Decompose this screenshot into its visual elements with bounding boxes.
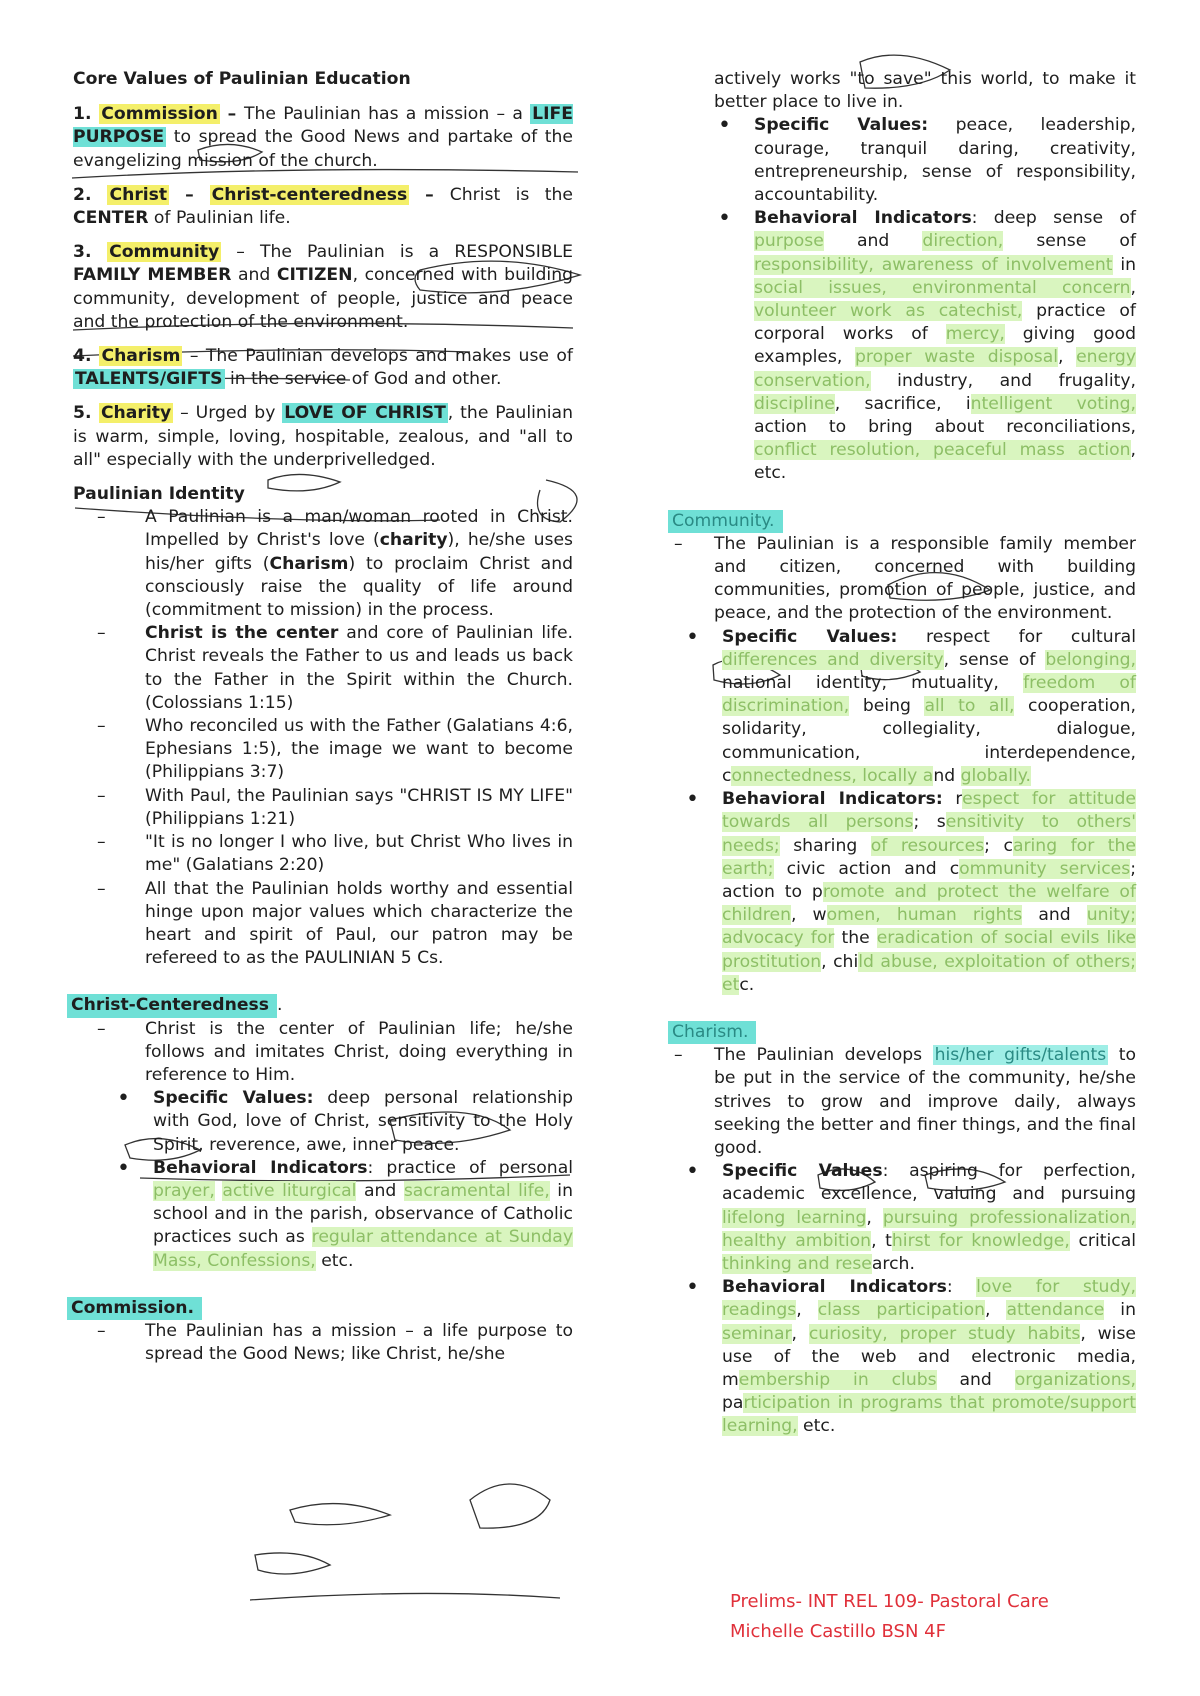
identity-2-text: and core of Paulinian life. Christ reveals the Father to us and leads us back to the Father in the Spirit within the Church. (Colossians 1:15) [145, 623, 573, 713]
highlight: embership in clubs [738, 1369, 937, 1390]
bi-label: Behavioral Indicators [722, 1277, 947, 1298]
highlight: love for study, readings [722, 1277, 1136, 1321]
text: respect for cultural [897, 626, 1136, 647]
text: , wise use of the web and electronic media, m [722, 1323, 1136, 1390]
highlight: purpose [754, 231, 824, 252]
cv2-highlight: Christ-centeredness [211, 184, 408, 205]
charism-list [674, 1044, 1136, 1160]
list-item: – The Paulinian has a mission – a life purpose to spread the Good News; like Christ, he/she [73, 1320, 573, 1366]
highlight: curiosity, proper study habits [808, 1323, 1081, 1344]
highlight: differences and diversity [722, 649, 944, 670]
text: etc. [797, 1416, 836, 1437]
text: practice of corporal works of [754, 301, 1136, 345]
highlight: hirst for knowledge, [891, 1230, 1070, 1251]
highlight: conflict resolution, peaceful mass action [754, 440, 1131, 461]
text: civic action and c [773, 858, 960, 879]
highlight: proper waste disposal [855, 347, 1059, 368]
cv2-dash: – [169, 184, 210, 205]
highlight: prayer, [153, 1180, 215, 1201]
text: ; c [984, 835, 1013, 856]
text: , [1130, 277, 1136, 298]
highlight: omen, human rights [826, 905, 1023, 926]
highlight: active liturgical [222, 1180, 357, 1201]
core-value-charism [73, 345, 573, 391]
cv3-bold1: FAMILY MEMBER [73, 265, 232, 286]
text: , t [871, 1230, 892, 1251]
text: nd [933, 765, 961, 786]
text: : [946, 1277, 977, 1298]
text: sense of [1003, 231, 1136, 252]
cv5-highlight: LOVE OF CHRIST [284, 403, 446, 424]
highlight: onnectedness, locally a [731, 765, 934, 786]
bi-label: Behavioral Indicators: [722, 789, 943, 810]
highlight: direction, [922, 231, 1004, 252]
cv5-text2: , the Paulinian is warm, simple, loving, hospitable, zealous, and "all to all" especially with the underprivelledged. [73, 403, 573, 470]
bi-label: Behavioral Indicators [754, 208, 972, 229]
text: sharing [779, 835, 871, 856]
document-title: Core Values of Paulinian Education [73, 69, 411, 89]
charism-bullets [682, 1160, 1136, 1438]
cv1-number: 1. [73, 104, 100, 125]
list-item: – With Paul, the Paulinian says "CHRIST IS MY LIFE" (Philippians 1:21) [73, 785, 573, 831]
cv3-text2: and [231, 265, 277, 286]
behavioral-indicators [714, 207, 1136, 485]
text: action to bring about reconciliations, [754, 417, 1136, 438]
sv-label: Specific Values: [153, 1088, 314, 1109]
cv1-dash: – [219, 104, 244, 125]
core-value-charity [73, 402, 573, 472]
highlight: volunteer work as catechist, [754, 301, 1023, 322]
highlight: discipline [754, 393, 835, 414]
text: and [1022, 905, 1087, 926]
footer-course: Prelims- INT REL 109- Pastoral Care [730, 1591, 1049, 1612]
charism-tag: Charism. [668, 1021, 756, 1044]
commission-list [73, 1320, 573, 1366]
text: and [823, 231, 923, 252]
highlight: seminar [722, 1323, 792, 1344]
text: in [1104, 1300, 1136, 1321]
text: etc. [315, 1250, 354, 1271]
highlight: energy conservation, [754, 347, 1136, 391]
left-column [73, 68, 573, 1366]
cv5-number: 5. [73, 403, 99, 424]
text: : deep sense of [971, 208, 1136, 229]
list-item [674, 1044, 1136, 1160]
highlight: all to all, [924, 696, 1015, 717]
list-item: – All that the Paulinian holds worthy and essential hinge upon major values which characterize the heart and spirit of Paul, our patron may be refereed to as the PAULINIAN 5 Cs. [73, 878, 573, 971]
cv4-number: 4. [73, 346, 100, 367]
text: , [985, 1300, 1007, 1321]
text: , [866, 1207, 883, 1228]
identity-list [73, 506, 573, 970]
christ-centeredness-list [73, 1018, 573, 1088]
identity-heading: Paulinian Identity [73, 484, 245, 505]
community-heading [674, 510, 1136, 533]
highlight: belonging, [1045, 649, 1137, 670]
highlight: unity; [1086, 905, 1136, 926]
core-value-commission [73, 103, 573, 173]
text: pa [722, 1393, 744, 1414]
footer-author: Michelle Castillo BSN 4F [730, 1621, 946, 1642]
highlight: aring for the earth; [722, 835, 1136, 879]
identity-1c: ), he/she uses his/her gifts ( [145, 530, 574, 574]
cv3-term: Community [109, 242, 220, 263]
text: , w [790, 905, 827, 926]
highlight: globally. [960, 765, 1031, 786]
highlight: ntelligent voting, [970, 393, 1136, 414]
sv-label: Specific Values: [722, 626, 898, 647]
cv1-term: Commission [101, 104, 218, 125]
text: c. [739, 974, 755, 995]
cv2-term: Christ [109, 184, 168, 205]
highlight: his/her gifts/talents [934, 1045, 1107, 1066]
identity-1-charity: charity [379, 530, 448, 551]
highlight: pursuing professionalization, healthy ambition [722, 1207, 1136, 1251]
footer [730, 1587, 1049, 1647]
highlight: social issues, environmental concern [754, 277, 1131, 298]
text: ; action to p [722, 858, 1136, 902]
cv1-text2: to spread the Good News and partake of the evangelizing mission of the church. [73, 127, 573, 171]
text: ; s [913, 812, 946, 833]
cv4-text2: in the service of God and other. [224, 369, 502, 390]
specific-values [682, 626, 1136, 788]
text: , sense of [943, 649, 1046, 670]
highlight: mercy, [945, 324, 1005, 345]
behavioral-indicators [682, 788, 1136, 997]
sv-label: Specific Values [722, 1161, 883, 1182]
highlight: advocacy for [722, 928, 835, 949]
cv1-text1: The Paulinian has a mission – a [243, 104, 531, 125]
highlight: ensitivity to others' needs; [722, 812, 1136, 856]
commission-continued: actively works "to save" this world, to make it better place to live in. [714, 69, 1136, 113]
cv2-text2: of Paulinian life. [148, 208, 291, 229]
text: , [791, 1323, 809, 1344]
highlight: attendance [1006, 1300, 1105, 1321]
christ-centeredness-details [73, 1087, 573, 1273]
highlight: rticipation in programs that promote/support learning, [722, 1393, 1136, 1437]
cv2-number: 2. [73, 184, 108, 205]
text: national identity, mutuality, [722, 673, 1024, 694]
specific-values [714, 114, 1136, 207]
highlight: class participation [817, 1300, 985, 1321]
highlight: sacramental life, [403, 1180, 550, 1201]
text: r [942, 789, 963, 810]
text: , [796, 1300, 818, 1321]
sv-label: Specific Values: [754, 115, 929, 136]
text: The Paulinian develops [714, 1045, 933, 1066]
highlight: responsibility, awareness of involvement [754, 254, 1113, 275]
identity-1e: ) to proclaim Christ and consciously raise the quality of life around (commitment to mission) in the process. [145, 553, 573, 621]
text: : aspiring for perfection, academic excellence, valuing and pursuing [722, 1161, 1136, 1205]
list-item: – Who reconciled us with the Father (Galatians 4:6, Ephesians 1:5), the image we want to become (Philippians 3:7) [73, 715, 573, 785]
sv-text: deep personal relationship with God, love of Christ, sensitivity to the Holy Spirit, reverence, awe, inner peace. [153, 1088, 573, 1155]
list-item: – The Paulinian is a responsible family member and citizen, concerned with building communities, promotion of people, justice, and peace, and the protection of the environment. [674, 533, 1136, 626]
text: being [849, 696, 925, 717]
cv2-bold: CENTER [73, 208, 149, 229]
highlight: ommunity services [959, 858, 1131, 879]
list-item: – Christ is the center of Paulinian life; he/she follows and imitates Christ, doing everything in reference to Him. [73, 1018, 573, 1088]
core-value-community [73, 241, 573, 334]
list-item [73, 506, 573, 622]
sv-text: peace, leadership, courage, tranquil daring, creativity, entrepreneurship, sense of responsibility, accountability. [754, 115, 1136, 206]
cv3-text1: – The Paulinian is a RESPONSIBLE [221, 242, 573, 263]
cv4-highlight: TALENTS/GIFTS [75, 369, 223, 390]
christ-centeredness-heading [73, 994, 573, 1017]
cv5-term: Charity [100, 403, 172, 424]
identity-1-charism: Charism [269, 553, 349, 574]
cv3-text3: , concerned with building community, development of people, justice and peace and the protection of the environment. [73, 265, 574, 332]
commission-bullets [714, 114, 1136, 485]
text: giving good examples, [754, 324, 1136, 368]
text: the [834, 928, 877, 949]
cv4-text1: – The Paulinian develops and makes use of [182, 346, 573, 367]
highlight: organizations, [1014, 1369, 1137, 1390]
list-item [73, 622, 573, 715]
cv4-term: Charism [101, 346, 181, 367]
community-list [674, 533, 1136, 626]
tag-dot: . [276, 995, 283, 1016]
specific-values [682, 1160, 1136, 1276]
text: cooperation, solidarity, collegiality, dialogue, communication, interdependence, c [722, 696, 1136, 786]
highlight: lifelong learning [722, 1207, 867, 1228]
text: , etc. [754, 440, 1136, 484]
highlight: regular attendance at Sunday Mass, Confessions, [153, 1227, 573, 1271]
cv3-number: 3. [73, 242, 108, 263]
highlight: espect for attitude towards all persons [722, 789, 1136, 833]
highlight: romote and protect the welfare of children [722, 881, 1137, 926]
highlight: freedom of discrimination, [722, 673, 1136, 717]
cv5-text1: – Urged by [173, 403, 283, 424]
behavioral-indicators [113, 1157, 573, 1273]
right-column [672, 68, 1137, 1439]
text: critical [1069, 1230, 1137, 1251]
cv2-dash2: – [409, 184, 450, 205]
text: : practice of personal [367, 1157, 574, 1178]
list-item: – "It is no longer I who live, but Christ Who lives in me" (Galatians 2:20) [73, 831, 573, 877]
highlight: of resources [870, 835, 985, 856]
commission-tag: Commission. [67, 1297, 202, 1320]
cv3-bold2: CITIZEN [276, 265, 353, 286]
text: and [936, 1369, 1015, 1390]
text: , [1058, 347, 1077, 368]
behavioral-indicators [682, 1276, 1136, 1438]
core-value-christ [73, 184, 573, 230]
charism-heading [674, 1021, 1136, 1044]
text: and [356, 1180, 404, 1201]
text: industry, and frugality, [870, 370, 1136, 391]
bullet-list [113, 1087, 573, 1273]
text: in school and in the parish, observance of Catholic practices such as [153, 1180, 573, 1248]
cv2-text1: Christ is the [449, 184, 574, 205]
text: , sacrifice, i [834, 393, 971, 414]
cv1-highlight: LIFE PURPOSE [73, 104, 573, 148]
specific-values [113, 1087, 573, 1157]
community-bullets [682, 626, 1136, 997]
highlight: ld abuse, exploitation of others; et [722, 951, 1136, 995]
community-tag: Community. [668, 510, 783, 533]
highlight: thinking and rese [722, 1253, 872, 1274]
identity-2-bold: Christ is the center [145, 623, 339, 644]
text: arch. [871, 1253, 915, 1274]
commission-heading [73, 1297, 573, 1320]
christ-centeredness-tag: Christ-Centeredness [67, 994, 277, 1017]
text: in [1112, 254, 1136, 275]
highlight: eradication of social evils like prostitution [722, 928, 1136, 972]
text: , chi [821, 951, 859, 972]
identity-1a: A Paulinian is a man/woman rooted in Christ. Impelled by Christ's love ( [145, 507, 573, 551]
bi-label: Behavioral Indicators [153, 1157, 368, 1178]
text: to be put in the service of the community, he/she strives to grow and improve daily, always seeking the better and finer things, and the final good. [714, 1045, 1137, 1158]
